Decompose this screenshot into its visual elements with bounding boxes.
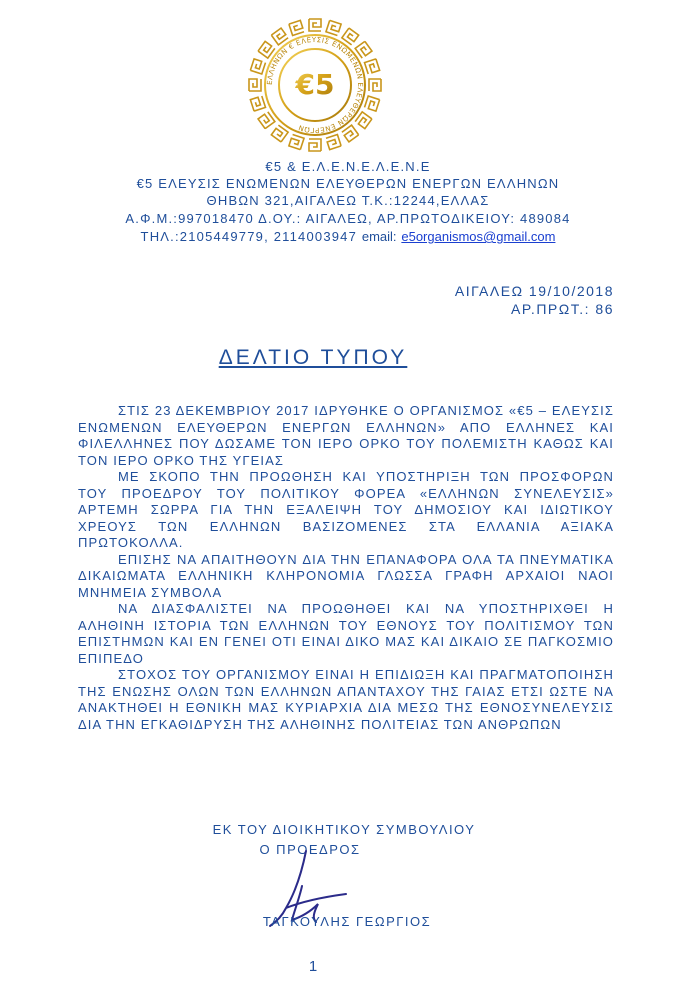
- header-contact-line: [0, 229, 696, 244]
- meander-segment: [250, 96, 265, 111]
- protocol-number: ΑΡ.ΠΡΩΤ.: 86: [511, 301, 614, 317]
- organisation-logo: [248, 18, 382, 152]
- meander-segment: [365, 96, 380, 111]
- meander-segment: [258, 112, 275, 129]
- paragraph: ΝΑ ΔΙΑΣΦΑΛΙΣΤΕΙ ΝΑ ΠΡΟΩΘΗΘΕΙ ΚΑΙ ΝΑ ΥΠΟΣΤΗΡΙΧΘΕΙ Η ΑΛΗΘΙΝΗ ΙΣΤΟΡΙΑ ΤΩΝ ΕΛΛΗΝΩΝ ΤΟΥ ΕΘΝΟΥΣ ΤΟΥ ΠΟΛΙΤΙΣΜΟΥ ΤΩΝ ΕΠΙΣΤΗΜΩΝ ΚΑΙ ΕΝ ΓΕΝΕΙ ΟΤΙ ΕΙΝΑΙ ΔΙΚΟ ΜΑΣ ΚΑΙ ΔΙΚΑΙΟ ΣΕ ΠΑΓΚΟΣΜΙΟ ΕΠΙΠΕΔΟ: [78, 601, 614, 666]
- meander-segment: [342, 28, 359, 45]
- meander-segment: [326, 20, 341, 35]
- paragraph: ΕΠΙΣΗΣ ΝΑ ΑΠΑΙΤΗΘΟΥΝ ΔΙΑ ΤΗΝ ΕΠΑΝΑΦΟΡΑ ΟΛΑ ΤΑ ΠΝΕΥΜΑΤΙΚΑ ΔΙΚΑΙΩΜΑΤΑ ΕΛΛΗΝΙΚΗ ΚΛΗΡΟΝΟΜΙΑ ΓΛΩΣΣΑ ΓΡΑΦΗ ΑΡΧΑΙΟΙ ΝΑΟΙ ΜΝΗΜΕΙΑ ΣΥΜΒΟΛΑ: [78, 551, 614, 600]
- logo-ring-text: ΕΛΛΗΝΩΝ € ΕΛΕΥΣΙΣ ΕΝΩΜΕΝΩΝ ΕΛΕΥΘΕΡΩΝ ΕΝΕΡΓΩΝ: [265, 35, 365, 135]
- paragraph: ΣΤΟΧΟΣ ΤΟΥ ΟΡΓΑΝΙΣΜΟΥ ΕΙΝΑΙ Η ΕΠΙΔΙΩΞΗ ΚΑΙ ΠΡΑΓΜΑΤΟΠΟΙΗΣΗ ΤΗΣ ΕΝΩΣΗΣ ΟΛΩΝ ΤΩΝ ΕΛΛΗΝΩΝ ΑΠΑΝΤΑΧΟΥ ΤΗΣ ΓΑΙΑΣ ΕΤΣΙ ΩΣΤΕ ΝΑ ΑΝΑΚΤΗΘΕΙ Η ΕΘΝΙΚΗ ΜΑΣ ΚΥΡΙΑΡΧΙΑ ΔΙΑ ΜΕΣΩ ΤΗΣ ΕΘΝΟΣΥΝΕΛΕΥΣΙΣ ΔΙΑ ΤΗΝ ΕΓΚΑΘΙΔΡΥΣΗ ΤΗΣ ΑΛΗΘΙΝΗΣ ΠΟΛΙΤΕΙΑΣ ΤΩΝ ΑΝΘΡΩΠΩΝ: [78, 667, 614, 732]
- meander-segment: [289, 135, 304, 150]
- meander-segment: [309, 139, 321, 151]
- meander-segment: [250, 59, 265, 74]
- phone-numbers: ΤΗΛ.:2105449779, 2114003947: [140, 229, 358, 244]
- meander-segment: [355, 112, 372, 129]
- signature-board-line: ΕΚ ΤΟΥ ΔΙΟΙΚΗΤΙΚΟΥ ΣΥΜΒΟΥΛΙΟΥ: [212, 822, 476, 837]
- meander-segment: [289, 20, 304, 35]
- meander-segment: [326, 135, 341, 150]
- meander-segment: [249, 79, 261, 91]
- email-label: email:: [361, 229, 397, 244]
- date-line: ΑΙΓΑΛΕΩ 19/10/2018: [454, 283, 614, 299]
- email-link[interactable]: e5organismos@gmail.com: [401, 229, 556, 244]
- meander-segment: [309, 19, 321, 31]
- page-number: 1: [308, 958, 318, 975]
- press-release-body: [78, 403, 614, 733]
- header-line-4: Α.Φ.Μ.:997018470 Δ.ΟΥ.: ΑΙΓΑΛΕΩ, ΑΡ.ΠΡΩΤΟΔΙΚΕΙΟΥ: 489084: [125, 211, 571, 226]
- meander-segment: [342, 125, 359, 142]
- header-line-3: ΘΗΒΩΝ 321,ΑΙΓΑΛΕΩ Τ.Κ.:12244,ΕΛΛΑΣ: [206, 193, 490, 208]
- paragraph: ΣΤΙΣ 23 ΔΕΚΕΜΒΡΙΟΥ 2017 ΙΔΡΥΘΗΚΕ Ο ΟΡΓΑΝΙΣΜΟΣ «€5 – ΕΛΕΥΣΙΣ ΕΝΩΜΕΝΩΝ ΕΛΕΥΘΕΡΩΝ ΕΝΕΡΓΩΝ ΕΛΛΗΝΩΝ» ΑΠΟ ΕΛΛΗΝΕΣ ΚΑΙ ΦΙΛΕΛΛΗΝΕΣ ΠΟΥ ΔΩΣΑΜΕ ΤΟΝ ΙΕΡΟ ΟΡΚΟ ΤΟΥ ΠΟΛΕΜΙΣΤΗ ΚΑΘΩΣ ΚΑΙ ΤΟΝ ΙΕΡΟ ΟΡΚΟ ΤΗΣ ΥΓΕΙΑΣ: [78, 403, 614, 468]
- signatory-name: ΤΑΓΚΟΥΛΗΣ ΓΕΩΡΓΙΟΣ: [262, 914, 432, 929]
- meander-segment: [271, 28, 288, 45]
- header-line-2: €5 ΕΛΕΥΣΙΣ ΕΝΩΜΕΝΩΝ ΕΛΕΥΘΕΡΩΝ ΕΝΕΡΓΩΝ ΕΛΛΗΝΩΝ: [136, 176, 560, 191]
- paragraph: ΜΕ ΣΚΟΠΟ ΤΗΝ ΠΡΟΩΘΗΣΗ ΚΑΙ ΥΠΟΣΤΗΡΙΞΗ ΤΩΝ ΠΡΟΣΦΟΡΩΝ ΤΟΥ ΠΡΟΕΔΡΟΥ ΤΟΥ ΠΟΛΙΤΙΚΟΥ ΦΟΡΕΑ «ΕΛΛΗΝΩΝ ΣΥΝΕΛΕΥΣΙΣ» ΑΡΤΕΜΗ ΣΩΡΡΑ ΓΙΑ ΤΗΝ ΕΞΑΛΕΙΨΗ ΤΟΥ ΔΗΜΟΣΙΟΥ ΚΑΙ ΙΔΙΩΤΙΚΟΥ ΧΡΕΟΥΣ ΤΩΝ ΕΛΛΗΝΩΝ ΒΑΣΙΖΟΜΕΝΕΣ ΣΤΑ ΕΛΛΑΝΙΑ ΑΞΙΑΚΑ ΠΡΩΤΟΚΟΛΛΑ.: [78, 469, 614, 550]
- meander-segment: [365, 59, 380, 74]
- meander-segment: [258, 41, 275, 58]
- header-line-1: €5 & Ε.Λ.Ε.Ν.Ε.Λ.Ε.Ν.Ε: [265, 159, 431, 174]
- logo-center-text: €5: [295, 68, 335, 101]
- signature-role: Ο ΠΡΟΕΔΡΟΣ: [259, 842, 361, 857]
- meander-segment: [271, 125, 288, 142]
- meander-segment: [369, 79, 381, 91]
- meander-segment: [355, 41, 372, 58]
- document-title: ΔΕΛΤΙΟ ΤΥΠΟΥ: [218, 346, 408, 369]
